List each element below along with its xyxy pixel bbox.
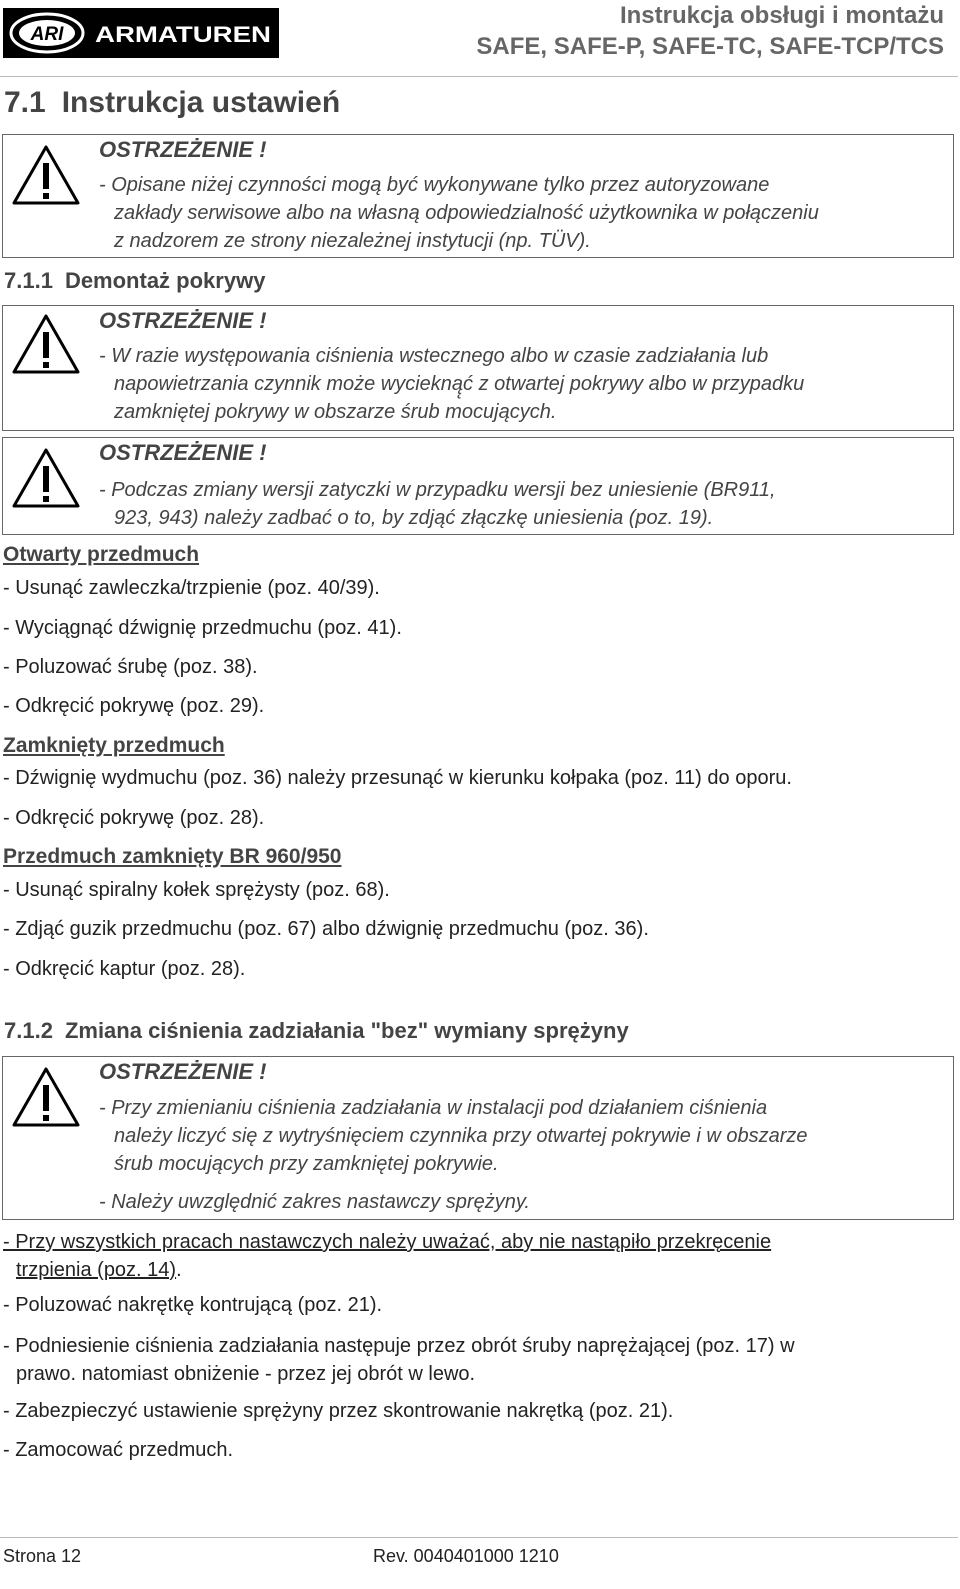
warning-line: zakłady serwisowe albo na własną odpowiedzialność użytkownika w połączeniu: [114, 202, 819, 224]
list-item: - Zdjąć guzik przedmuchu (poz. 67) albo dźwignię przedmuchu (poz. 36).: [3, 918, 649, 940]
list-item: - Dźwignię wydmuchu (poz. 36) należy przesunąć w kierunku kołpaka (poz. 11) do oporu.: [3, 767, 792, 789]
warning-heading: OSTRZEŻENIE !: [99, 137, 267, 162]
warning-triangle-icon: [11, 446, 81, 510]
warning-box: [2, 437, 954, 535]
warning-line: - Należy uwzględnić zakres nastawczy sprężyny.: [99, 1191, 530, 1213]
list-item: - Odkręcić pokrywę (poz. 28).: [3, 807, 265, 829]
step-text: [3, 1256, 943, 1284]
step-text: prawo. natomiast obniżenie - przez jej obrót w lewo.: [16, 1363, 476, 1385]
step-item: - Zabezpieczyć ustawienie sprężyny przez skontrowanie nakrętką (poz. 21).: [3, 1400, 674, 1422]
subsection-heading: [4, 1018, 629, 1044]
document-title: Instrukcja obsługi i montażu: [619, 2, 944, 29]
subsection-number: 7.1.1: [4, 268, 53, 293]
open-blow-heading: Otwarty przedmuch: [3, 543, 200, 566]
subsection-title: Zmiana ciśnienia zadziałania "bez" wymiany sprężyny: [64, 1018, 629, 1043]
warning-line: z nadzorem ze strony niezależnej instytucji (np. TÜV).: [114, 230, 591, 252]
subsection-title: Demontaż pokrywy: [64, 268, 266, 293]
svg-text:ARI: ARI: [30, 24, 64, 45]
warning-line: - Podczas zmiany wersji zatyczki w przypadku wersji bez uniesienie (BR911,: [99, 479, 776, 501]
step-text-end: .: [176, 1259, 182, 1281]
ari-armaturen-logo: [3, 8, 279, 58]
warning-line: należy liczyć się z wytryśnięciem czynnika przy otwartej pokrywie i w obszarze: [114, 1125, 808, 1147]
step-text: - Przy wszystkich pracach nastawczych należy uważać, aby nie nastąpiło przekręcenie: [3, 1231, 772, 1253]
warning-heading: OSTRZEŻENIE !: [99, 308, 267, 333]
revision-number: Rev. 0040401000 1210: [373, 1546, 559, 1566]
warning-heading: OSTRZEŻENIE !: [99, 1059, 267, 1084]
warning-heading: OSTRZEŻENIE !: [99, 440, 267, 465]
document-subtitle: SAFE, SAFE-P, SAFE-TC, SAFE-TCP/TCS: [476, 33, 944, 60]
warning-line: - W razie występowania ciśnienia wstecznego albo w czasie zadziałania lub: [99, 345, 769, 367]
warning-line: 923, 943) należy zadbać o to, by zdjąć złączkę uniesienia (poz. 19).: [114, 507, 714, 529]
section-heading: [4, 86, 340, 120]
step-item: [3, 1228, 943, 1284]
page-number: Strona 12: [3, 1546, 82, 1566]
subsection-heading: [4, 268, 265, 294]
list-item: - Poluzować śrubę (poz. 38).: [3, 656, 258, 678]
warning-box: [2, 134, 954, 258]
list-item: - Odkręcić kaptur (poz. 28).: [3, 958, 246, 980]
warning-box: [2, 1056, 954, 1220]
list-item: - Wyciągnąć dźwignię przedmuchu (poz. 41).: [3, 617, 402, 639]
warning-text: [99, 476, 941, 532]
warning-text: [99, 1094, 941, 1216]
step-item: - Zamocować przedmuch.: [3, 1439, 234, 1461]
warning-triangle-icon: [11, 143, 81, 207]
warning-line: - Przy zmienianiu ciśnienia zadziałania w instalacji pod działaniem ciśnienia: [99, 1097, 768, 1119]
section-title: Instrukcja ustawień: [61, 86, 341, 119]
step-text-underlined: trzpienia (poz. 14): [16, 1259, 177, 1281]
step-text: - Podniesienie ciśnienia zadziałania następuje przez obrót śruby naprężającej (poz. 17) w: [3, 1335, 795, 1357]
section-number: 7.1: [4, 86, 46, 119]
warning-triangle-icon: [11, 312, 81, 376]
list-item: - Odkręcić pokrywę (poz. 29).: [3, 695, 265, 717]
subsection-number: 7.1.2: [4, 1018, 53, 1043]
closed-blow-heading: Zamknięty przedmuch: [3, 734, 225, 757]
closed-br-heading: Przedmuch zamknięty BR 960/950: [3, 845, 342, 868]
warning-line: napowietrzania czynnik może wyciekną̨ć z otwartej pokrywy albo w przypadku: [114, 373, 805, 395]
warning-line: zamkniętej pokrywy w obszarze śrub mocujących.: [114, 401, 557, 423]
warning-text: [99, 342, 941, 426]
warning-text: [99, 171, 941, 255]
step-item: - Poluzować nakrętkę kontrującą (poz. 21).: [3, 1294, 383, 1316]
warning-line: śrub mocujących przy zamkniętej pokrywie.: [114, 1153, 499, 1175]
header-divider: [0, 76, 958, 77]
list-item: - Usunąć spiralny kołek sprężysty (poz. 68).: [3, 879, 390, 901]
step-item: [3, 1332, 943, 1388]
warning-triangle-icon: [11, 1065, 81, 1129]
footer-divider: [0, 1537, 958, 1538]
list-item: - Usunąć zawleczka/trzpienie (poz. 40/39).: [3, 577, 380, 599]
svg-text:ARMATUREN: ARMATUREN: [95, 22, 271, 47]
warning-line: - Opisane niżej czynności mogą być wykonywane tylko przez autoryzowane: [99, 174, 770, 196]
warning-box: [2, 305, 954, 431]
